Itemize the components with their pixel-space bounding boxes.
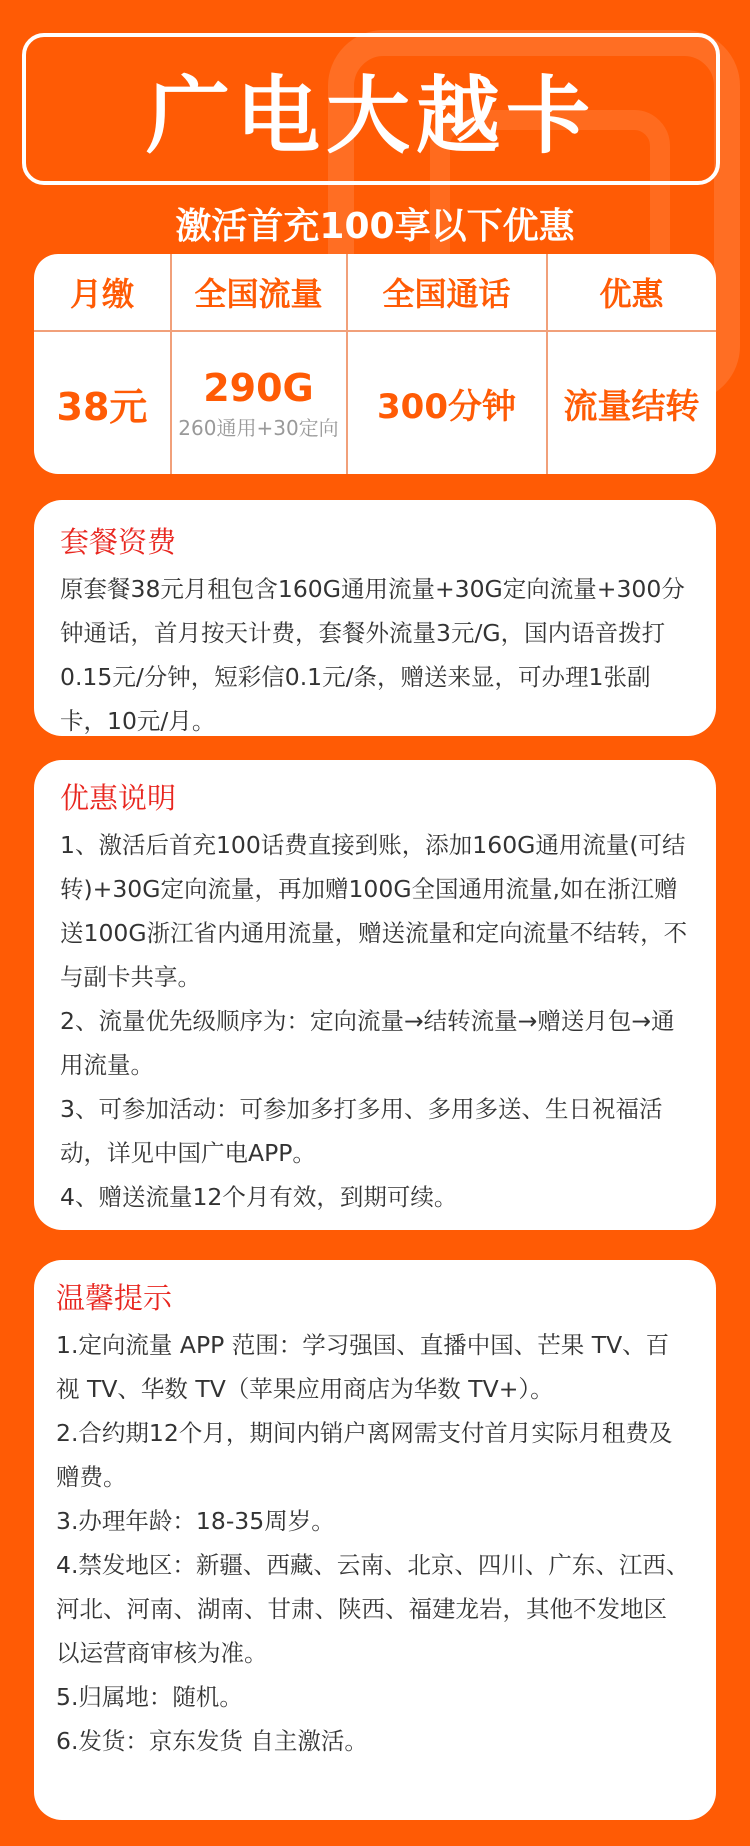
tips-item: 5.归属地：随机。 <box>56 1683 243 1711</box>
tips-item: 1.定向流量 APP 范围：学习强国、直播中国、芒果 TV、百视 TV、华数 TV（苹果应用商店为华数 TV+）。 <box>56 1331 670 1403</box>
package-fee-body: 原套餐38元月租包含160G通用流量+30G定向流量+300分钟通话，首月按天计费，套餐外流量3元/G，国内语音拨打0.15元/分钟，短彩信0.1元/条，赠送来显，可办理1张副卡，10元/月。 <box>60 575 685 735</box>
offer-item: 3、可参加活动：可参加多打多用、多用多送、生日祝福活动，详见中国广电APP。 <box>60 1095 663 1167</box>
offer-item: 4、赠送流量12个月有效，到期可续。 <box>60 1183 458 1211</box>
table-header-benefit: 优惠 <box>599 275 664 313</box>
tips-item: 2.合约期12个月，期间内销户离网需支付首月实际月租费及赠费。 <box>56 1419 673 1491</box>
package-fee-title: 套餐资费 <box>60 525 177 559</box>
tips-card <box>34 1260 716 1820</box>
offer-item: 1、激活后首充100话费直接到账，添加160G通用流量(可结转)+30G定向流量，再加赠100G全国通用流量,如在浙江赠送100G浙江省内通用流量，赠送流量和定向流量不结转，不与副卡共享。 <box>60 831 688 991</box>
monthly-fee-value: 38元 <box>56 384 148 429</box>
offer-title: 优惠说明 <box>60 781 177 815</box>
monthly-fee-cell <box>34 332 170 474</box>
title-banner <box>22 33 720 185</box>
data-breakdown-note: 260通用+30定向 <box>178 415 339 440</box>
tips-item: 3.办理年龄：18-35周岁。 <box>56 1507 335 1535</box>
call-minutes-value: 300分钟 <box>377 386 516 427</box>
tips-list <box>56 1323 690 1763</box>
tips-item: 6.发货：京东发货 自主激活。 <box>56 1727 368 1755</box>
page-title: 广电大越卡 <box>145 66 596 165</box>
tips-item: 4.禁发地区：新疆、西藏、云南、北京、四川、广东、江西、河北、河南、湖南、甘肃、陕西、福建龙岩，其他不发地区以运营商审核为准。 <box>56 1551 690 1667</box>
table-header-data: 全国流量 <box>194 275 323 313</box>
calls-cell <box>347 332 546 474</box>
package-fee-card <box>34 500 716 736</box>
offer-list <box>60 823 690 1219</box>
data-total-value: 290G <box>203 365 314 410</box>
page-subtitle: 激活首充100享以下优惠 <box>175 206 575 247</box>
plan-summary-table <box>34 254 716 474</box>
benefit-cell <box>547 332 716 474</box>
offer-card <box>34 760 716 1230</box>
tips-title: 温馨提示 <box>56 1281 173 1315</box>
table-header-calls: 全国通话 <box>382 275 511 313</box>
data-cell <box>171 332 346 474</box>
benefit-value: 流量结转 <box>563 386 700 427</box>
table-header-monthly-fee: 月缴 <box>69 275 134 313</box>
offer-item: 2、流量优先级顺序为：定向流量→结转流量→赠送月包→通用流量。 <box>60 1007 675 1079</box>
